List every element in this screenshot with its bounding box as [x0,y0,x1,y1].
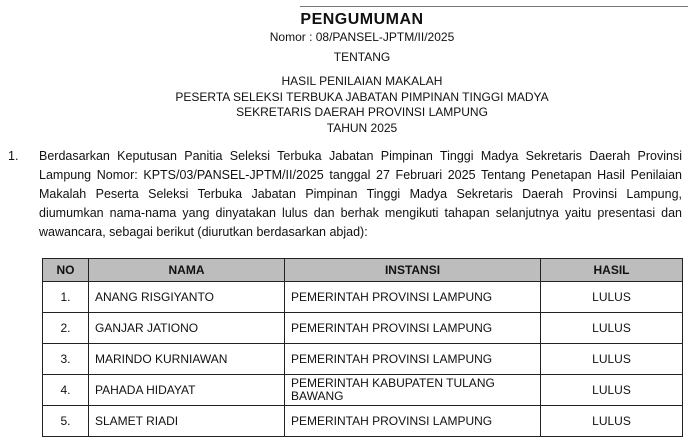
announcement-paragraph [8,147,682,242]
table-row [43,406,683,437]
subject-line: HASIL PENILAIAN MAKALAH [281,74,443,88]
cell-no: 3. [43,344,89,375]
cell-no: 1. [43,282,89,313]
table-row [43,344,683,375]
results-table [42,258,683,437]
cell-nama: SLAMET RIADI [89,406,285,437]
cell-nama: ANANG RISGIYANTO [89,282,285,313]
cell-no: 5. [43,406,89,437]
cell-instansi: PEMERINTAH PROVINSI LAMPUNG [285,344,541,375]
header-nama: NAMA [89,259,285,282]
cell-hasil: LULUS [541,313,683,344]
subject-block [36,74,688,136]
cell-no: 4. [43,375,89,406]
cell-instansi: PEMERINTAH KABUPATEN TULANG BAWANG [285,375,541,406]
cell-hasil: LULUS [541,375,683,406]
table-row [43,282,683,313]
header-instansi: INSTANSI [285,259,541,282]
cell-nama: PAHADA HIDAYAT [89,375,285,406]
subject-line: TAHUN 2025 [326,120,398,135]
cell-instansi: PEMERINTAH PROVINSI LAMPUNG [285,313,541,344]
document-number: Nomor : 08/PANSEL-JPTM/II/2025 [269,30,455,44]
cell-instansi: PEMERINTAH PROVINSI LAMPUNG [285,406,541,437]
cell-hasil: LULUS [541,282,683,313]
cell-hasil: LULUS [541,344,683,375]
header-hasil: HASIL [541,259,683,282]
table-row [43,375,683,406]
cell-hasil: LULUS [541,406,683,437]
top-divider [300,6,688,7]
document-title: PENGUMUMAN [300,11,424,28]
tentang-label: TENTANG [333,50,391,64]
table-row [43,313,683,344]
document-header [0,10,688,136]
cell-nama: MARINDO KURNIAWAN [89,344,285,375]
paragraph-number: 1. [8,149,19,163]
paragraph-text: Berdasarkan Keputusan Panitia Seleksi Terbuka Jabatan Pimpinan Tinggi Madya Sekretaris Daerah Provinsi Lampung Nomor: KPTS/03/PANSEL-JPTM/II/2025 tanggal 27 Februari 2025 Tentang Penetapan Hasil Penilaian Makalah Peserta Seleksi Terbuka Jabatan Pimpinan Tinggi Madya Sekretaris Daerah Provinsi Lampung, diumumkan nama-nama yang dinyatakan lulus dan berhak mengikuti tahapan selanjutnya yaitu presentasi dan wawancara, sebagai berikut (diurutkan berdasarkan abjad): [39,149,682,239]
header-no: NO [43,259,89,282]
cell-nama: GANJAR JATIONO [89,313,285,344]
subject-line: PESERTA SELEKSI TERBUKA JABATAN PIMPINAN TINGGI MADYA [175,89,549,104]
subject-line: SEKRETARIS DAERAH PROVINSI LAMPUNG [236,105,488,119]
cell-no: 2. [43,313,89,344]
cell-instansi: PEMERINTAH PROVINSI LAMPUNG [285,282,541,313]
table-header-row [43,259,683,282]
